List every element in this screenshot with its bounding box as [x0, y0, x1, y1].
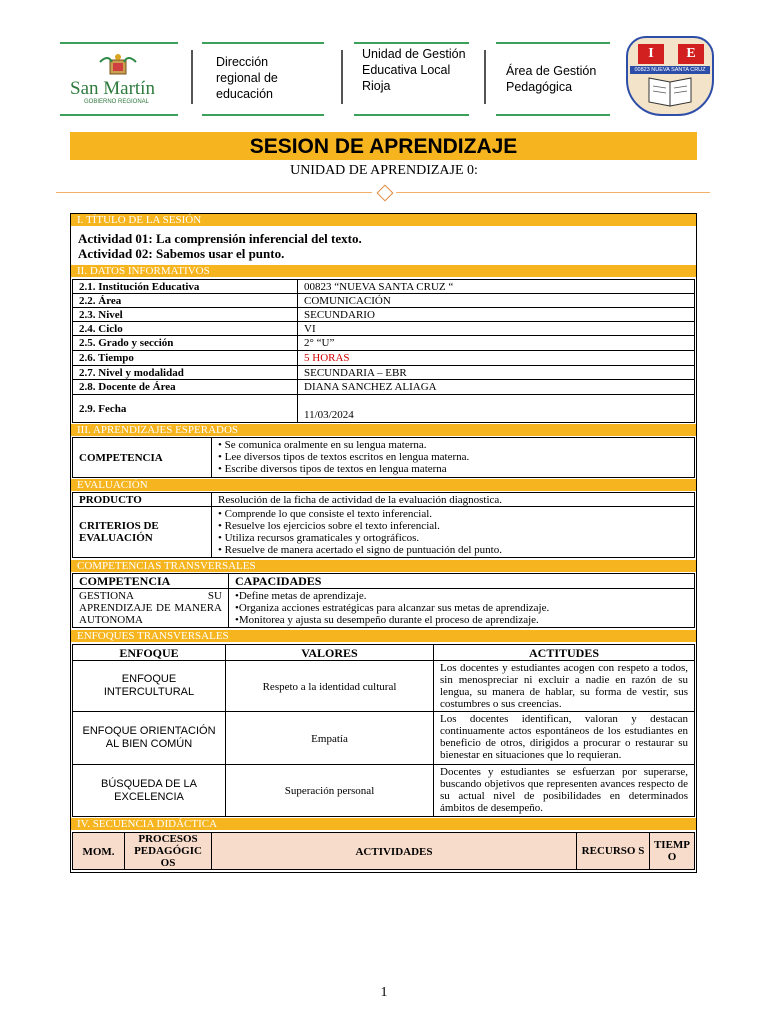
badge-letter: E — [678, 44, 704, 64]
section-heading: ENFOQUES TRANSVERSALES — [71, 630, 696, 642]
datos-value: DIANA SANCHEZ ALIAGA — [297, 379, 695, 395]
page-subtitle: UNIDAD DE APRENDIZAJE 0: — [290, 163, 478, 178]
column-header: MOM. — [72, 832, 125, 870]
enfoque-valor: Superación personal — [225, 764, 434, 817]
enfoque-name: ENFOQUE ORIENTACIÓN AL BIEN COMÚN — [72, 711, 226, 765]
area-text: Área de Gestión Pedagógica — [506, 64, 597, 94]
datos-label: 2.7. Nivel y modalidad — [72, 365, 298, 380]
page-number: 1 — [380, 985, 388, 1000]
section-heading: COMPETENCIAS TRANSVERSALES — [71, 560, 696, 572]
column-header: RECURSO S — [576, 832, 650, 870]
enfoque-valor: Empatía — [225, 711, 434, 765]
column-header: ACTIVIDADES — [211, 832, 577, 870]
competencia-transversal: GESTIONA SU APRENDIZAJE DE MANERA AUTONOMA — [72, 588, 229, 628]
datos-label: 2.5. Grado y sección — [72, 335, 298, 351]
datos-value: COMUNICACIÓN — [297, 293, 695, 308]
datos-label: 2.6. Tiempo — [72, 350, 298, 366]
column-header: CAPACIDADES — [228, 573, 695, 589]
enfoque-actitud: Los docentes identifican, valoran y destacan continuamente actos espontáneos de los estudiantes en beneficio de otros, dirigidos a procurar o restaurar su bienestar en situaciones que lo requieran. — [433, 711, 695, 765]
badge-letter: I — [638, 44, 664, 64]
section-heading: EVALUACIÓN — [71, 479, 696, 491]
criterios-list — [211, 506, 695, 558]
datos-value: SECUNDARIA – EBR — [297, 365, 695, 380]
datos-value: VI — [297, 321, 695, 336]
datos-label: 2.2. Área — [72, 293, 298, 308]
competencia-label: COMPETENCIA — [72, 437, 212, 478]
header-divider — [484, 50, 486, 104]
producto-label: PRODUCTO — [72, 492, 212, 507]
column-header: ENFOQUE — [72, 644, 226, 661]
datos-value: 00823 “NUEVA SANTA CRUZ “ — [297, 279, 695, 294]
list-item: • Se comunica oralmente en su lengua materna. — [218, 439, 427, 451]
section-heading: II. DATOS INFORMATIVOS — [71, 265, 696, 277]
criterios-label: CRITERIOS DE EVALUACIÓN — [72, 506, 212, 558]
logo-box — [60, 42, 178, 116]
producto-value: Resolución de la ficha de actividad de la evaluación diagnostica. — [211, 492, 695, 507]
list-item: •Organiza acciones estratégicas para alcanzar sus metas de aprendizaje. — [235, 602, 550, 614]
enfoque-valor: Respeto a la identidad cultural — [225, 660, 434, 712]
ugel-text: Unidad de Gestión Educativa Local Rioja — [362, 47, 466, 93]
datos-label: 2.8. Docente de Área — [72, 379, 298, 395]
enfoque-name: BÚSQUEDA DE LA EXCELENCIA — [72, 764, 226, 817]
datos-value: 5 HORAS — [297, 350, 695, 366]
datos-label: 2.3. Nivel — [72, 307, 298, 322]
column-header: VALORES — [225, 644, 434, 661]
column-header: TIEMP O — [649, 832, 695, 870]
datos-label: 2.1. Institución Educativa — [72, 279, 298, 294]
logo-subtext: GOBIERNO REGIONAL — [84, 99, 150, 105]
list-item: • Utiliza recursos gramaticales y ortográficos. — [218, 532, 420, 544]
school-badge — [626, 36, 714, 116]
capacidades-list — [228, 588, 695, 628]
activity-line: Actividad 01: La comprensión inferencial del texto. — [78, 231, 362, 246]
datos-value: 11/03/2024 — [297, 394, 695, 423]
header-divider — [191, 50, 193, 104]
divider-diamond — [377, 185, 394, 202]
column-header: ACTITUDES — [433, 644, 695, 661]
competencia-list — [211, 437, 695, 478]
divider-line — [56, 192, 372, 193]
datos-label: 2.4. Ciclo — [72, 321, 298, 336]
list-item: • Lee diversos tipos de textos escritos en lengua materna. — [218, 451, 470, 463]
enfoque-actitud: Los docentes y estudiantes acogen con respeto a todos, sin menospreciar ni excluir a nadie en razón de su lengua, su manera de hablar, su forma de vestir, sus costumbres o sus creencias. — [433, 660, 695, 712]
list-item: • Resuelve los ejercicios sobre el texto inferencial. — [218, 520, 440, 532]
dre-text: Dirección regional de educación — [216, 55, 278, 101]
column-header: COMPETENCIA — [72, 573, 229, 589]
enfoque-name: ENFOQUE INTERCULTURAL — [72, 660, 226, 712]
list-item: •Monitorea y ajusta su desempeño durante el proceso de aprendizaje. — [235, 614, 539, 626]
list-item: • Escribe diversos tipos de textos en lengua materna — [218, 463, 447, 475]
enfoque-actitud: Docentes y estudiantes se esfuerzan por superarse, buscando objetivos que representen avances respecto de su actual nivel de posibilidades en determinados ámbitos de desempeño. — [433, 764, 695, 817]
list-item: • Resuelve de manera acertado el signo de puntuación del punto. — [218, 544, 502, 556]
section-heading: IV. SECUENCIA DIDÁCTICA — [71, 818, 696, 830]
datos-value: 2° “U” — [297, 335, 695, 351]
logo-text: San Martín — [70, 78, 155, 99]
datos-label: 2.9. Fecha — [72, 394, 298, 423]
divider-line — [396, 192, 710, 193]
list-item: •Define metas de aprendizaje. — [235, 590, 367, 602]
page-title: SESION DE APRENDIZAJE — [70, 132, 697, 160]
datos-value: SECUNDARIO — [297, 307, 695, 322]
column-header: PROCESOS PEDAGÓGIC OS — [124, 832, 212, 870]
header-divider — [341, 50, 343, 104]
list-item: • Comprende lo que consiste el texto inferencial. — [218, 508, 433, 520]
activity-line: Actividad 02: Sabemos usar el punto. — [78, 246, 285, 261]
book-icon — [645, 76, 695, 108]
section-heading: III. APRENDIZAJES ESPERADOS — [71, 424, 696, 436]
section-heading: I. TÍTULO DE LA SESIÓN — [71, 214, 696, 226]
badge-name: 00823 NUEVA SANTA CRUZ — [630, 66, 710, 74]
